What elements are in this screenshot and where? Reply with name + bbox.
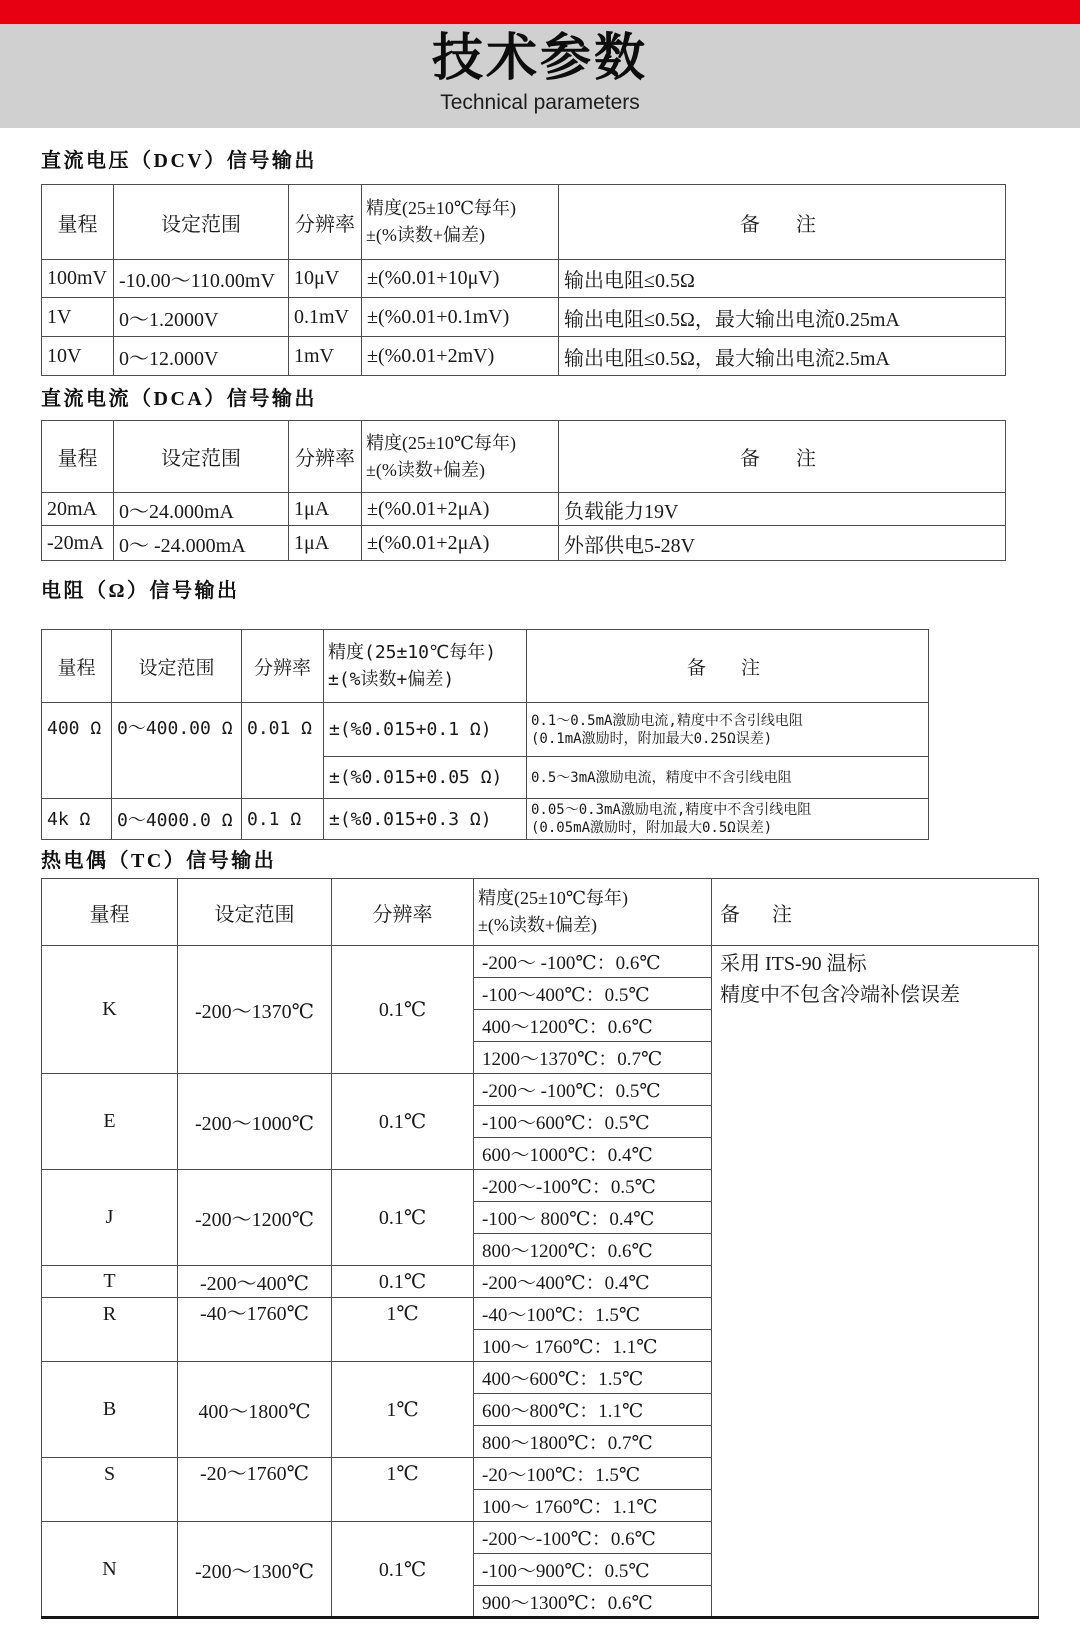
accuracy-header-line1: 精度(25±10℃每年) [366,432,517,453]
accuracy-header-line2: ±(%读数+偏差) [366,459,486,480]
table-row [42,946,1039,978]
cell-accuracy: -200～-100℃：0.5℃ [474,1170,712,1202]
cell-set: 0～4000.0 Ω [112,799,242,840]
col-header-range: 量程 [42,879,178,946]
cell-accuracy: 100～ 1760℃：1.1℃ [474,1330,712,1362]
cell-range: 400 Ω [42,703,112,799]
cell-accuracy: -40～100℃：1.5℃ [474,1298,712,1330]
dca-table [41,420,1006,561]
table-row [42,703,929,757]
cell-accuracy: -200～-100℃：0.6℃ [474,1522,712,1554]
cell-range: 100mV [42,260,114,298]
top-accent-bar [0,0,1080,24]
cell-range: 20mA [42,493,114,526]
cell-accuracy: ±(%0.01+2μA) [362,493,559,526]
cell-type-r: R [42,1298,178,1362]
note-line2: (0.1mA激励时，附加最大0.25Ω误差) [531,730,773,747]
table-row [42,799,929,840]
cell-accuracy: 600～1000℃：0.4℃ [474,1138,712,1170]
table-row [42,260,1006,298]
cell-set: 0～400.00 Ω [112,703,242,799]
cell-res: 0.1 Ω [242,799,324,840]
cell-accuracy: 400～600℃：1.5℃ [474,1362,712,1394]
cell-note: 0.5～3mA激励电流，精度中不含引线电阻 [527,757,929,799]
cell-accuracy: ±(%0.015+0.3 Ω) [324,799,527,840]
cell-type-e: E [42,1074,178,1170]
table-row [42,337,1006,376]
cell-set: 0～24.000mA [114,493,289,526]
cell-accuracy: 800～1200℃：0.6℃ [474,1234,712,1266]
cell-accuracy: -200～ -100℃：0.6℃ [474,946,712,978]
cell-res: 1mV [289,337,362,376]
cell-type-t: T [42,1266,178,1298]
col-header-accuracy [474,879,712,946]
cell-set: 0～ -24.000mA [114,526,289,561]
accuracy-header-line1: 精度(25±10℃每年) [328,642,497,663]
cell-accuracy: ±(%0.015+0.05 Ω) [324,757,527,799]
cell-range: -20mA [42,526,114,561]
cell-note [527,799,929,840]
cell-res: 10μV [289,260,362,298]
note-line1: 采用 ITS-90 温标 [720,953,867,975]
cell-type-j: J [42,1170,178,1266]
page-header [0,24,1080,128]
cell-accuracy: -200～400℃：0.4℃ [474,1266,712,1298]
cell-accuracy: -20～100℃：1.5℃ [474,1458,712,1490]
accuracy-header-line2: ±(%读数+偏差) [366,225,486,245]
col-header-range: 量程 [42,185,114,260]
cell-note [712,946,1039,1618]
table-row [42,526,1006,561]
cell-accuracy: -100～900℃：0.5℃ [474,1554,712,1586]
section-heading-dca: 直流电流（DCA）信号输出 [41,388,317,410]
col-header-res: 分辨率 [242,630,324,703]
cell-accuracy: 100～ 1760℃：1.1℃ [474,1490,712,1522]
cell-note: 外部供电5-28V [559,526,1006,561]
cell-res: 0.1℃ [332,1074,474,1170]
cell-range: 4k Ω [42,799,112,840]
page-subtitle: Technical parameters [440,91,640,114]
table-header-row [42,630,929,703]
cell-accuracy: -100～400℃：0.5℃ [474,978,712,1010]
cell-note: 负载能力19V [559,493,1006,526]
cell-range: 10V [42,337,114,376]
accuracy-header-line2: ±(%读数+偏差) [478,915,598,935]
table-header-row [42,421,1006,493]
col-header-note: 备 注 [527,630,929,703]
cell-accuracy: 800～1800℃：0.7℃ [474,1426,712,1458]
cell-accuracy: -200～ -100℃：0.5℃ [474,1074,712,1106]
cell-set: 400～1800℃ [178,1362,332,1458]
cell-set: -200～1200℃ [178,1170,332,1266]
cell-accuracy: -100～600℃：0.5℃ [474,1106,712,1138]
cell-accuracy: -100～ 800℃：0.4℃ [474,1202,712,1234]
col-header-note: 备 注 [712,879,1039,946]
cell-note [527,703,929,757]
cell-accuracy: ±(%0.01+2mV) [362,337,559,376]
accuracy-header-line1: 精度(25±10℃每年) [366,198,517,218]
note-line2: (0.05mA激励时，附加最大0.5Ω误差) [531,820,773,836]
col-header-set: 设定范围 [114,421,289,493]
cell-set: -10.00～110.00mV [114,260,289,298]
cell-set: -40～1760℃ [178,1298,332,1362]
table-row [42,298,1006,337]
note-line1: 0.1～0.5mA激励电流,精度中不含引线电阻 [531,712,803,729]
cell-res: 0.1℃ [332,1266,474,1298]
col-header-set: 设定范围 [112,630,242,703]
cell-res: 0.1℃ [332,1170,474,1266]
cell-accuracy: 600～800℃：1.1℃ [474,1394,712,1426]
cell-res: 0.01 Ω [242,703,324,799]
page-title: 技术参数 [431,29,648,86]
cell-accuracy: ±(%0.015+0.1 Ω) [324,703,527,757]
cell-type-b: B [42,1362,178,1458]
cell-range: 1V [42,298,114,337]
section-heading-ohm: 电阻（Ω）信号输出 [41,580,240,602]
cell-set: -20～1760℃ [178,1458,332,1522]
col-header-note: 备 注 [559,185,1006,260]
cell-accuracy: 1200～1370℃：0.7℃ [474,1042,712,1074]
cell-note: 输出电阻≤0.5Ω [559,260,1006,298]
cell-res: 0.1mV [289,298,362,337]
col-header-res: 分辨率 [289,185,362,260]
accuracy-header-line2: ±(%读数+偏差) [328,669,455,690]
cell-res: 1℃ [332,1362,474,1458]
cell-type-k: K [42,946,178,1074]
col-header-set: 设定范围 [178,879,332,946]
ohm-table [41,629,929,840]
col-header-accuracy [362,421,559,493]
table-row [42,493,1006,526]
cell-res: 1℃ [332,1298,474,1362]
table-header-row [42,185,1006,260]
cell-accuracy: 900～1300℃：0.6℃ [474,1586,712,1618]
col-header-range: 量程 [42,630,112,703]
col-header-res: 分辨率 [332,879,474,946]
cell-type-s: S [42,1458,178,1522]
cell-note: 输出电阻≤0.5Ω，最大输出电流0.25mA [559,298,1006,337]
section-heading-tc: 热电偶（TC）信号输出 [41,850,277,872]
cell-accuracy: ±(%0.01+10μV) [362,260,559,298]
cell-res: 0.1℃ [332,946,474,1074]
cell-res: 1μA [289,526,362,561]
cell-set: 0～1.2000V [114,298,289,337]
note-line1: 0.05～0.3mA激励电流,精度中不含引线电阻 [531,802,812,818]
cell-set: -200～1370℃ [178,946,332,1074]
cell-set: -200～1000℃ [178,1074,332,1170]
cell-accuracy: 400～1200℃：0.6℃ [474,1010,712,1042]
cell-note: 输出电阻≤0.5Ω，最大输出电流2.5mA [559,337,1006,376]
col-header-range: 量程 [42,421,114,493]
note-line2: 精度中不包含冷端补偿误差 [720,984,960,1006]
cell-type-n: N [42,1522,178,1618]
cell-res: 0.1℃ [332,1522,474,1618]
accuracy-header-line1: 精度(25±10℃每年) [478,888,629,908]
section-heading-dcv: 直流电压（DCV）信号输出 [41,150,317,172]
cell-res: 1μA [289,493,362,526]
dcv-table [41,184,1006,376]
cell-accuracy: ±(%0.01+2μA) [362,526,559,561]
cell-accuracy: ±(%0.01+0.1mV) [362,298,559,337]
cell-set: -200～1300℃ [178,1522,332,1618]
col-header-note: 备 注 [559,421,1006,493]
table-header-row [42,879,1039,946]
cell-set: 0～12.000V [114,337,289,376]
tc-table [41,878,1039,1619]
col-header-accuracy [324,630,527,703]
col-header-set: 设定范围 [114,185,289,260]
col-header-accuracy [362,185,559,260]
cell-res: 1℃ [332,1458,474,1522]
col-header-res: 分辨率 [289,421,362,493]
cell-set: -200～400℃ [178,1266,332,1298]
